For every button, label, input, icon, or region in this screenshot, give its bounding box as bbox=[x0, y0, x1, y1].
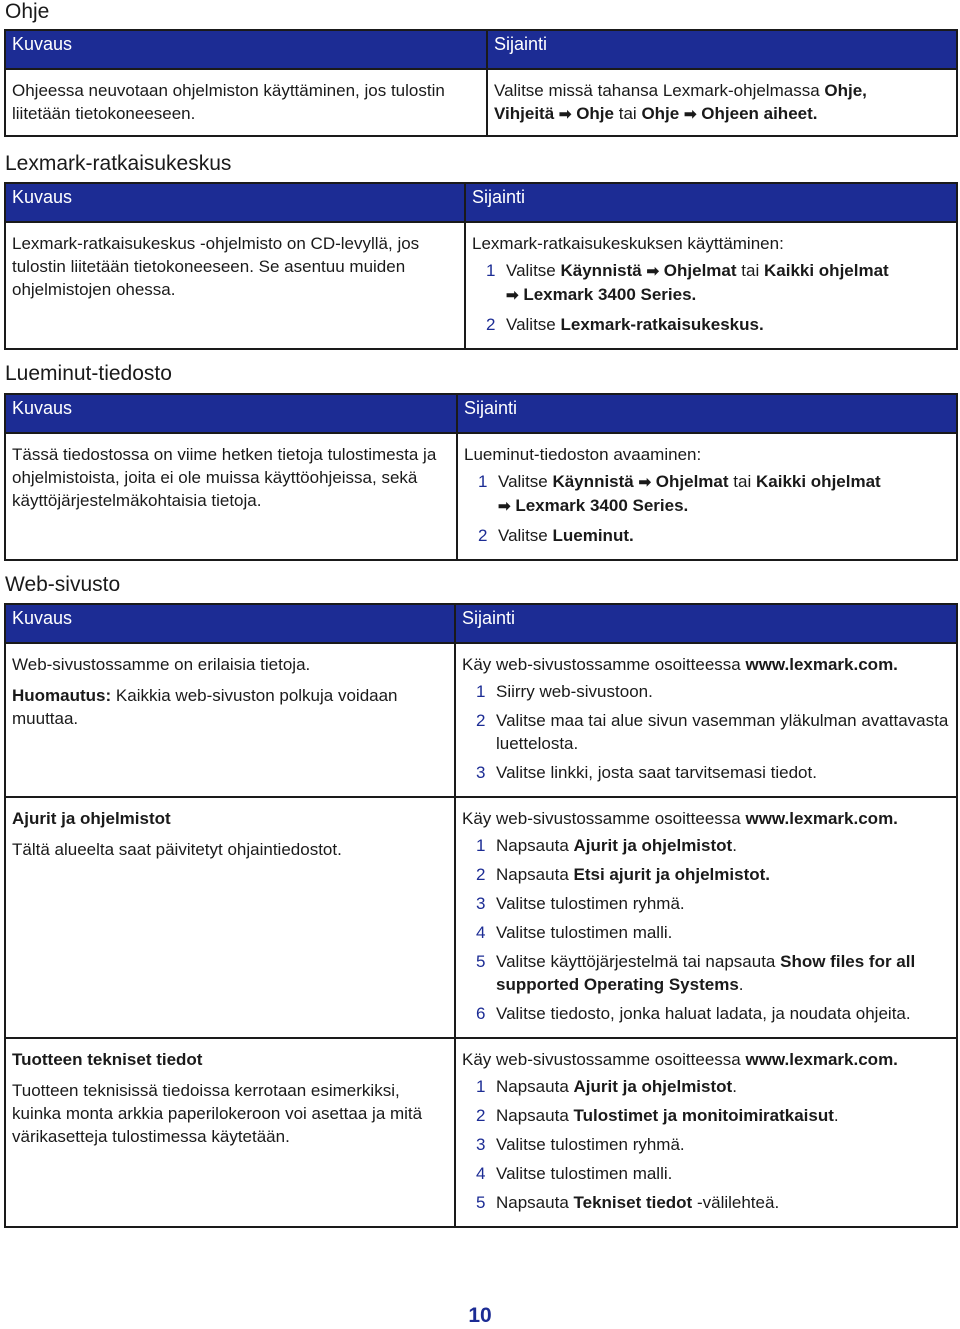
step-item: 3 Valitse tulostimen ryhmä. bbox=[476, 894, 685, 913]
web-table bbox=[4, 603, 958, 1228]
lexmark-url-link[interactable]: www.lexmark.com. bbox=[745, 1050, 898, 1069]
location-header: Sijainti bbox=[465, 183, 957, 222]
ratkaisukeskus-description: Lexmark-ratkaisukeskus -ohjelmisto on CD-levyllä, jos tulostin liitetään tietokoneeseen. Se asentuu muiden ohjelmistojen ohessa. bbox=[5, 222, 465, 349]
step-item: 2 Valitse maa tai alue sivun vasemman yläkulman avattavasta luettelosta. bbox=[476, 711, 949, 753]
web-row-drivers-desc: Ajurit ja ohjelmistot Tältä alueelta saat päivitetyt ohjaintiedostot. bbox=[5, 797, 455, 1038]
ohje-location: Valitse missä tahansa Lexmark-ohjelmassa Ohje, Vihjeitä ➡ Ohje tai Ohje ➡ Ohjeen aiheet. bbox=[487, 69, 957, 136]
web-row-specs-location: Käy web-sivustossamme osoitteessa www.lexmark.com. 1 Napsauta Ajurit ja ohjelmistot. 2 Napsauta Tulostimet ja monitoimiratkaisut. 3 Valitse tulostimen ryhmä. 4 Valitse tulostimen malli. 5 Napsauta Tekniset tiedot -välilehteä. bbox=[455, 1038, 957, 1227]
arrow-icon: ➡ bbox=[498, 498, 511, 515]
lexmark-url-link[interactable]: www.lexmark.com. bbox=[745, 809, 898, 828]
step-item: 5 Napsauta Tekniset tiedot -välilehteä. bbox=[476, 1193, 780, 1212]
step-item: 5 Valitse käyttöjärjestelmä tai napsauta Show files for all supported Operating Systems. bbox=[476, 952, 916, 994]
desc-header: Kuvaus bbox=[5, 604, 455, 643]
step-item: 2 Napsauta Tulostimet ja monitoimiratkaisut. bbox=[476, 1106, 839, 1125]
step-item: 3 Valitse tulostimen ryhmä. bbox=[476, 1135, 685, 1154]
arrow-icon: ➡ bbox=[638, 474, 652, 491]
step-item: 4 Valitse tulostimen malli. bbox=[476, 923, 673, 942]
web-row-drivers-location: Käy web-sivustossamme osoitteessa www.lexmark.com. 1 Napsauta Ajurit ja ohjelmistot. 2 Napsauta Etsi ajurit ja ohjelmistot. 3 Valitse tulostimen ryhmä. 4 Valitse tulostimen malli. 5 Valitse käyttöjärjestelmä tai napsauta Show files for all supported Operating Systems. 6 Valitse tiedosto, jonka haluat ladata, ja noudata ohjeita. bbox=[455, 797, 957, 1038]
web-row-general-location: Käy web-sivustossamme osoitteessa www.lexmark.com. 1 Siirry web-sivustoon. 2 Valitse maa tai alue sivun vasemman yläkulman avattavasta luettelosta. 3 Valitse linkki, josta saat tarvitsemasi tiedot. bbox=[455, 643, 957, 797]
ratkaisukeskus-table bbox=[4, 182, 958, 350]
page-number: 10 bbox=[468, 1304, 492, 1327]
desc-header: Kuvaus bbox=[5, 183, 465, 222]
lueminut-table bbox=[4, 393, 958, 561]
step-item: 1 Napsauta Ajurit ja ohjelmistot. bbox=[476, 836, 737, 855]
arrow-icon: ➡ bbox=[558, 106, 572, 123]
step-item: 1 Siirry web-sivustoon. bbox=[476, 682, 653, 701]
arrow-icon: ➡ bbox=[683, 106, 697, 123]
step-item: 3 Valitse linkki, josta saat tarvitsemasi tiedot. bbox=[476, 763, 817, 782]
step-item: 1 Valitse Käynnistä ➡ Ohjelmat tai Kaikki ohjelmat ➡ Lexmark 3400 Series. bbox=[478, 472, 881, 515]
location-header: Sijainti bbox=[455, 604, 957, 643]
desc-header: Kuvaus bbox=[5, 30, 487, 69]
step-item: 2 Valitse Lueminut. bbox=[478, 526, 634, 545]
desc-header: Kuvaus bbox=[5, 394, 457, 433]
section-title-lueminut: Lueminut-tiedosto bbox=[5, 362, 172, 385]
lueminut-description: Tässä tiedostossa on viime hetken tietoja tulostimesta ja ohjelmistoista, joita ei ole muissa käyttöohjeissa, sekä käyttöjärjestelmäkohtaisia tietoja. bbox=[5, 433, 457, 560]
step-item: 2 Valitse Lexmark-ratkaisukeskus. bbox=[486, 315, 764, 334]
step-item: 6 Valitse tiedosto, jonka haluat ladata, ja noudata ohjeita. bbox=[476, 1004, 911, 1023]
section-title-ohje: Ohje bbox=[5, 0, 50, 23]
step-item: 4 Valitse tulostimen malli. bbox=[476, 1164, 673, 1183]
arrow-icon: ➡ bbox=[646, 263, 660, 280]
location-header: Sijainti bbox=[487, 30, 957, 69]
web-row-specs-desc: Tuotteen tekniset tiedot Tuotteen teknisissä tiedoissa kerrotaan esimerkiksi, kuinka monta arkkia paperilokeroon voi asettaa ja mitä värikasetteja tulostimessa käytetään. bbox=[5, 1038, 455, 1227]
ohje-description: Ohjeessa neuvotaan ohjelmiston käyttäminen, jos tulostin liitetään tietokoneeseen. bbox=[5, 69, 487, 136]
section-title-web: Web-sivusto bbox=[5, 573, 121, 596]
step-item: 1 Napsauta Ajurit ja ohjelmistot. bbox=[476, 1077, 737, 1096]
arrow-icon: ➡ bbox=[506, 287, 519, 304]
step-item: 2 Napsauta Etsi ajurit ja ohjelmistot. bbox=[476, 865, 770, 884]
web-row-general-desc: Web-sivustossamme on erilaisia tietoja. Huomautus: Kaikkia web-sivuston polkuja voidaan muuttaa. bbox=[5, 643, 455, 797]
ratkaisukeskus-location: Lexmark-ratkaisukeskuksen käyttäminen: 1 Valitse Käynnistä ➡ Ohjelmat tai Kaikki ohjelmat ➡ Lexmark 3400 Series. 2 Valitse Lexmark-ratkaisukeskus. bbox=[465, 222, 957, 349]
section-title-ratkaisukeskus: Lexmark-ratkaisukeskus bbox=[5, 152, 232, 175]
lueminut-location: Lueminut-tiedoston avaaminen: 1 Valitse Käynnistä ➡ Ohjelmat tai Kaikki ohjelmat ➡ Lexmark 3400 Series. 2 Valitse Lueminut. bbox=[457, 433, 957, 560]
step-item: 1 Valitse Käynnistä ➡ Ohjelmat tai Kaikki ohjelmat ➡ Lexmark 3400 Series. bbox=[486, 261, 889, 304]
ohje-table bbox=[4, 29, 958, 137]
lexmark-url-link[interactable]: www.lexmark.com. bbox=[745, 655, 898, 674]
location-header: Sijainti bbox=[457, 394, 957, 433]
